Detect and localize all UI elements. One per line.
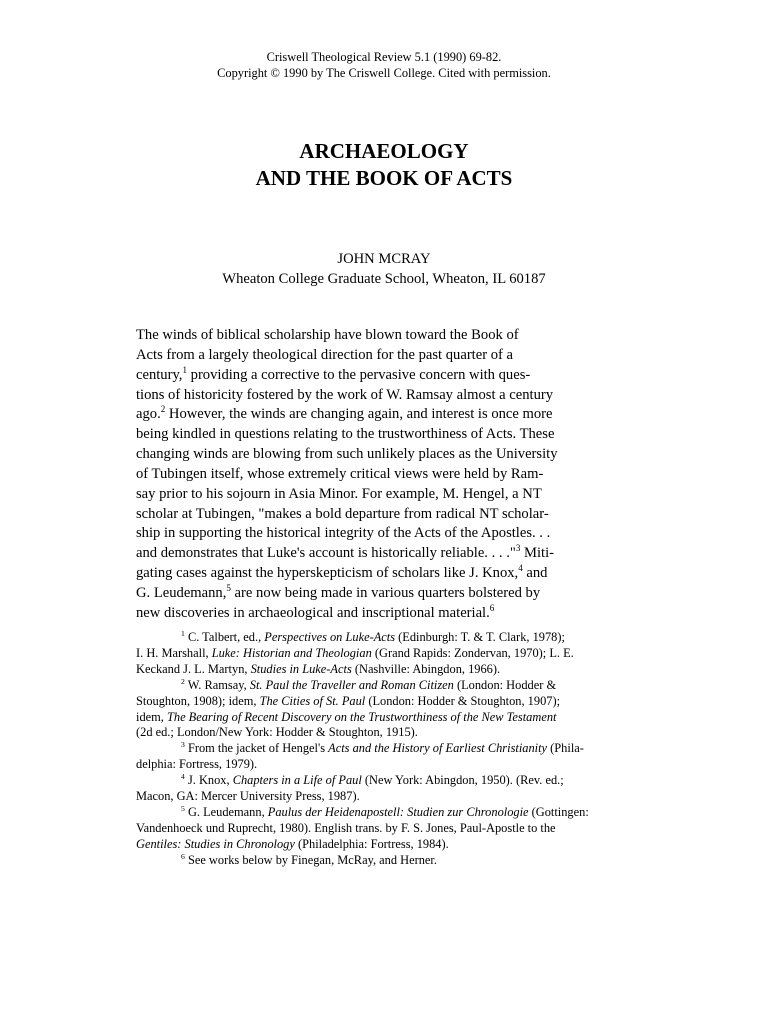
footnote-title: Chapters in a Life of Paul <box>232 773 362 788</box>
body-text-run: G. Leudemann, <box>136 584 227 601</box>
footnote-3 <box>136 741 656 757</box>
footnote-ref-3: 3 <box>515 543 521 554</box>
body-text-run: and demonstrates that Luke's account is historically reliable. . . ." <box>136 545 516 562</box>
footnote-text: idem, <box>136 709 167 724</box>
footnote-text: (Nashville: Abingdon, 1966). <box>351 661 501 676</box>
footnote-title: Studies in Luke-Acts <box>250 661 352 676</box>
article-title <box>0 138 768 192</box>
footnote-title: St. Paul the Traveller and Roman Citizen <box>249 677 454 692</box>
footnote-line: (2d ed.; London/New York: Hodder & Stoughton, 1915). <box>136 725 418 740</box>
footnote-text: (New York: Abingdon, 1950). (Rev. ed.; <box>361 773 564 788</box>
footnote-ref-2: 2 <box>160 404 166 415</box>
body-line: being kindled in questions relating to the trustworthiness of Acts. These <box>136 426 555 443</box>
footnote-text: (Edinburgh: T. & T. Clark, 1978); <box>395 630 565 644</box>
footnote-line <box>136 710 656 726</box>
body-paragraph <box>136 326 616 624</box>
footnote-text: (Phila- <box>547 741 584 756</box>
footnote-ref-1: 1 <box>182 364 187 375</box>
footnote-title: The Cities of St. Paul <box>259 693 366 708</box>
footnote-text: (London: Hodder & Stoughton, 1907); <box>365 693 561 708</box>
copyright-line: Copyright © 1990 by The Criswell College. Cited with permission. <box>217 66 551 80</box>
body-line: The winds of biblical scholarship have blown toward the Book of <box>136 327 519 343</box>
footnote-title: Paulus der Heidenapostell: Studien zur Chronologie <box>267 804 529 819</box>
footnote-1 <box>136 630 656 646</box>
footnote-number: 4 <box>181 772 185 782</box>
footnote-line: Vandenhoeck und Ruprecht, 1980). English trans. by F. S. Jones, Paul-Apostle to the <box>136 820 556 835</box>
body-text-run: ago. <box>136 406 161 423</box>
body-line <box>136 564 616 584</box>
footnote-title: Perspectives on Luke-Acts <box>264 630 396 644</box>
body-line: of Tubingen itself, whose extremely critical views were held by Ram- <box>136 465 544 482</box>
footnote-text: See works below by Finegan, McRay, and Herner. <box>184 852 437 867</box>
author-block <box>0 249 768 289</box>
footnote-title: Acts and the History of Earliest Christianity <box>328 741 548 756</box>
body-text-run: are now being made in various quarters bolstered by <box>230 584 541 601</box>
footnote-text: (Gottingen: <box>528 804 589 819</box>
footnote-text: (Grand Rapids: Zondervan, 1970); L. E. <box>371 645 574 660</box>
title-line-2: AND THE BOOK OF ACTS <box>255 166 513 190</box>
footnote-line <box>136 837 656 853</box>
body-line <box>136 366 616 386</box>
body-line: ship in supporting the historical integrity of the Acts of the Apostles. . . <box>136 525 551 542</box>
footnote-text: J. Knox, <box>184 773 233 788</box>
author-affiliation: Wheaton College Graduate School, Wheaton, IL 60187 <box>222 271 546 287</box>
footnote-number: 3 <box>181 740 185 750</box>
footnote-text: I. H. Marshall, <box>136 645 212 660</box>
footnote-line: Macon, GA: Mercer University Press, 1987). <box>136 789 360 804</box>
body-text-run: However, the winds are changing again, and interest is once more <box>165 406 553 423</box>
body-text-run: and <box>522 565 548 582</box>
footnote-line <box>136 694 656 710</box>
footnote-text: Stoughton, 1908); idem, <box>136 693 260 708</box>
body-text-run: new discoveries in archaeological and inscriptional material. <box>136 604 490 621</box>
body-line <box>136 544 616 564</box>
body-text-run: gating cases against the hyperskepticism of scholars like J. Knox, <box>136 565 519 582</box>
footnote-number: 1 <box>181 628 185 638</box>
journal-header <box>0 49 768 81</box>
footnotes <box>136 630 656 869</box>
footnote-6 <box>136 853 656 869</box>
footnote-5 <box>136 805 656 821</box>
body-text-run: century, <box>136 366 183 383</box>
body-line: scholar at Tubingen, "makes a bold departure from radical NT scholar- <box>136 505 549 522</box>
footnote-number: 5 <box>181 803 185 813</box>
footnote-ref-4: 4 <box>518 563 523 574</box>
footnote-4 <box>136 773 656 789</box>
footnote-title: Luke: Historian and Theologian <box>211 645 372 660</box>
body-line <box>136 405 616 425</box>
footnote-line: delphia: Fortress, 1979). <box>136 757 258 772</box>
author-name: JOHN MCRAY <box>337 251 431 267</box>
footnote-text: (Philadelphia: Fortress, 1984). <box>294 836 449 851</box>
footnote-title: Gentiles: Studies in Chronology <box>136 836 295 851</box>
body-text-run: Miti- <box>520 545 554 562</box>
title-line-1: ARCHAEOLOGY <box>299 139 469 163</box>
body-text-run: providing a corrective to the pervasive concern with ques- <box>187 366 531 383</box>
footnote-text: From the jacket of Hengel's <box>184 741 329 756</box>
footnote-text: W. Ramsay, <box>184 677 250 692</box>
body-line: Acts from a largely theological direction for the past quarter of a <box>136 346 514 363</box>
footnote-2 <box>136 678 656 694</box>
footnote-ref-5: 5 <box>226 583 231 594</box>
footnote-title: The Bearing of Recent Discovery on the Trustworthiness of the New Testament <box>166 709 557 724</box>
footnote-line <box>136 662 656 678</box>
footnote-text: Keckand J. L. Martyn, <box>136 661 251 676</box>
footnote-text: (London: Hodder & <box>453 677 557 692</box>
footnote-number: 6 <box>181 851 185 861</box>
footnote-line <box>136 646 656 662</box>
body-line: tions of historicity fostered by the work of W. Ramsay almost a century <box>136 386 554 403</box>
footnote-ref-6: 6 <box>489 602 495 613</box>
footnote-text: C. Talbert, ed., <box>184 630 265 644</box>
footnote-number: 2 <box>181 676 185 686</box>
body-line <box>136 584 616 604</box>
footnote-text: G. Leudemann, <box>184 804 268 819</box>
body-line: say prior to his sojourn in Asia Minor. For example, M. Hengel, a NT <box>136 485 542 502</box>
body-line <box>136 604 616 624</box>
body-line: changing winds are blowing from such unlikely places as the University <box>136 446 558 463</box>
citation-line: Criswell Theological Review 5.1 (1990) 69-82. <box>266 50 502 64</box>
